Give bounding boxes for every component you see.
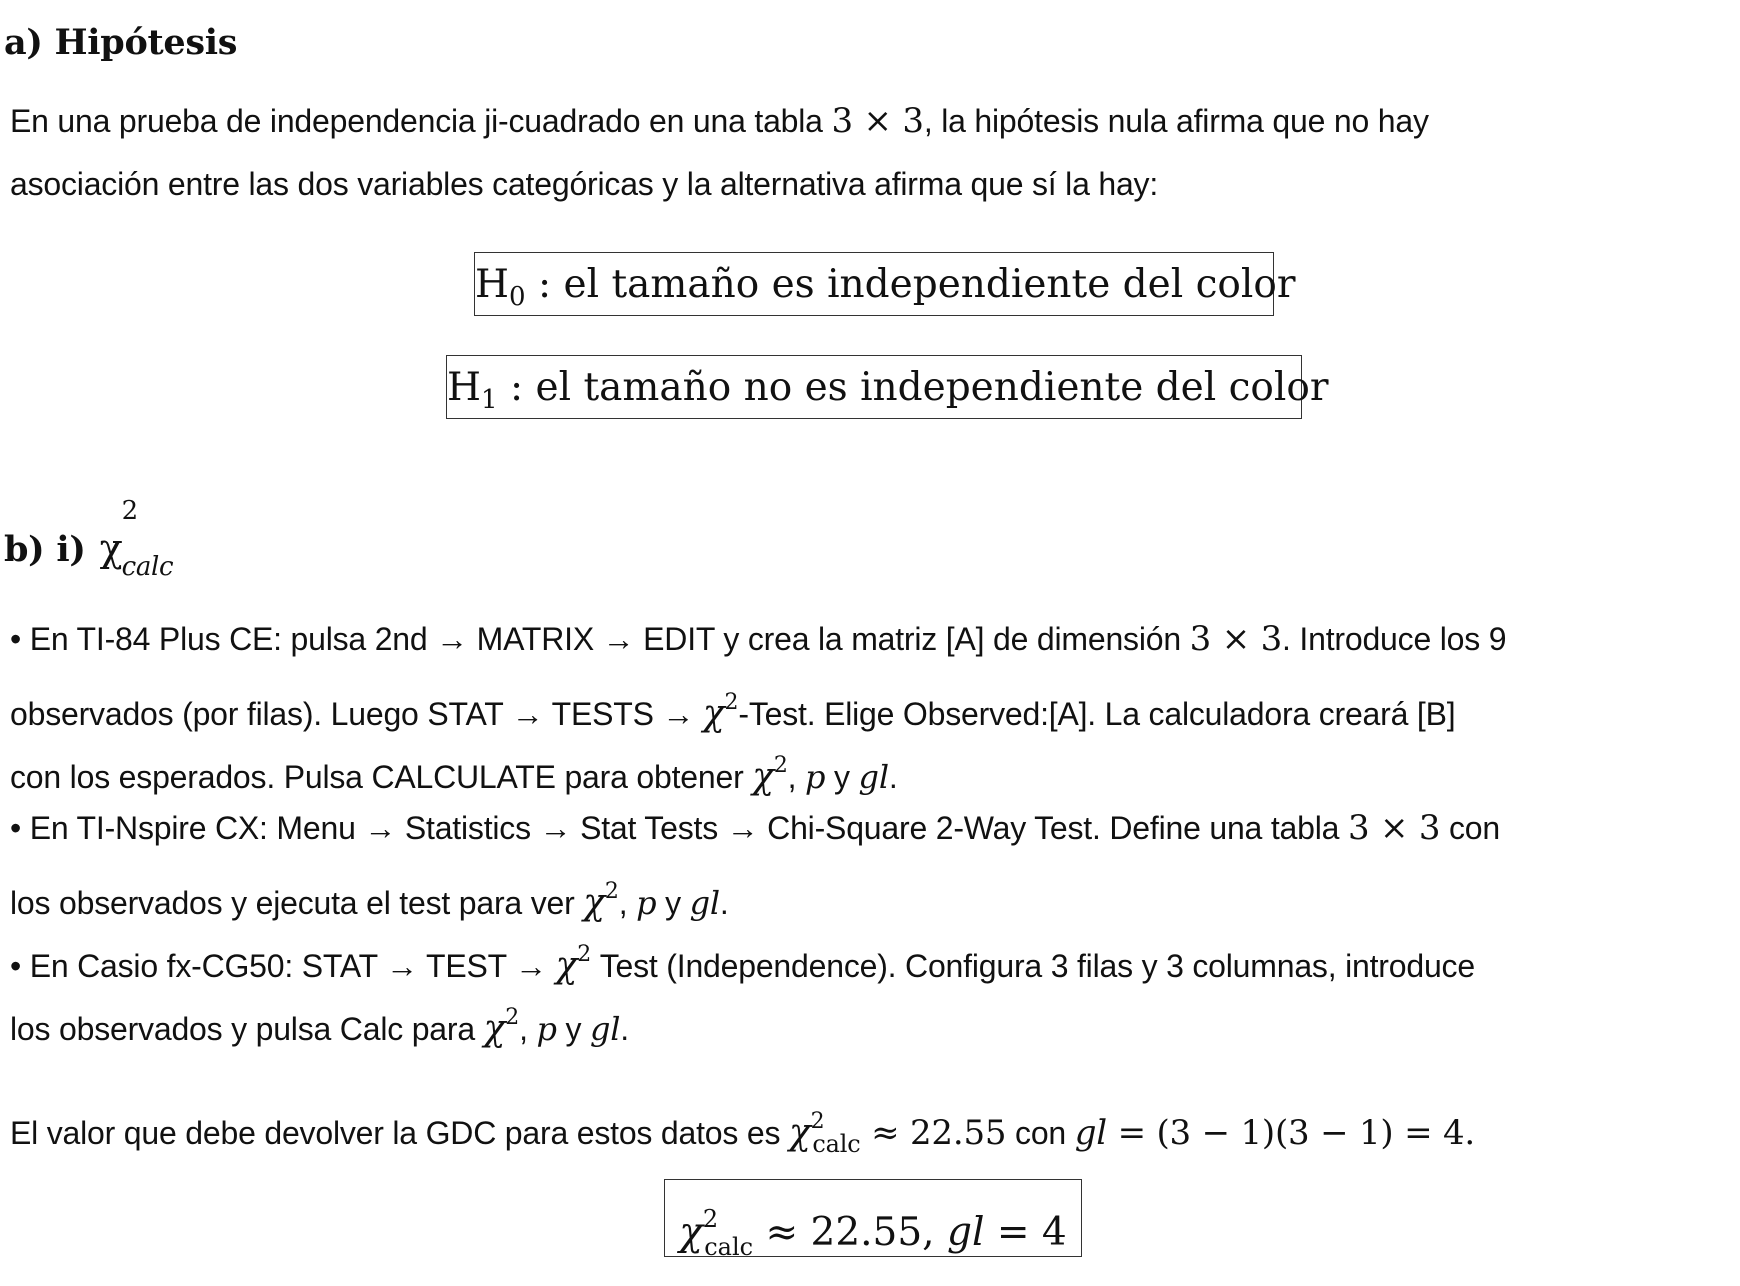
separator: , [618, 885, 637, 921]
chi-superscript: 2 [604, 879, 619, 904]
null-hypothesis-box [474, 252, 1296, 316]
h0-label: H [475, 262, 510, 307]
gdc-instructions [10, 608, 1730, 1049]
p-value-symbol: p [536, 1010, 557, 1048]
period: . [888, 759, 898, 795]
chi-symbol: χ [702, 693, 725, 734]
ti84-line-1 [10, 608, 1730, 671]
ti84-line-2 [10, 671, 1730, 734]
degrees-of-freedom-symbol: gl [946, 1210, 985, 1255]
h1-text: : el tamaño no es independiente del color [497, 365, 1329, 410]
chi-symbol: χ [99, 526, 123, 570]
casio-line-2 [10, 986, 1730, 1049]
table-dimension: 3 × 3 [831, 101, 924, 141]
conjunction: y [556, 1011, 590, 1047]
degrees-of-freedom-symbol: gl [589, 1010, 621, 1048]
section-b-prefix: b) i) [4, 529, 86, 570]
p-value-symbol: p [636, 884, 657, 922]
ti84-text: observados (por filas). Luego STAT → TESTS → [10, 696, 703, 732]
chi-superscript: 2 [702, 1205, 719, 1233]
casio-line-1 [10, 923, 1730, 986]
chi-superscript: 2 [810, 1109, 825, 1134]
section-a-heading: a) Hipótesis [4, 22, 238, 63]
separator: , [787, 759, 806, 795]
p-value-symbol: p [805, 758, 826, 796]
nspire-line-2 [10, 860, 1730, 923]
conjunction: y [825, 759, 859, 795]
h1-label: H [447, 365, 482, 410]
ti84-text: -Test. Elige Observed:[A]. La calculadora creará [B] [738, 696, 1456, 732]
nspire-text: con [1440, 810, 1500, 846]
conjunction: y [656, 885, 690, 921]
chi-superscript: 2 [724, 690, 739, 715]
chi-superscript: 2 [505, 1005, 520, 1030]
ti84-text: . Introduce los 9 [1282, 621, 1507, 657]
chi-symbol: χ [752, 756, 774, 797]
h0-subscript: 0 [509, 282, 526, 312]
casio-text: los observados y pulsa Calc para [10, 1011, 484, 1047]
final-answer-box [664, 1179, 1082, 1261]
chi-superscript: 2 [773, 753, 788, 778]
chi-symbol: χ [679, 1210, 703, 1255]
chi-value: ≈ 22.55 [860, 1113, 1007, 1153]
casio-text: • En Casio fx-CG50: STAT → TEST → [10, 948, 556, 984]
ti84-line-3 [10, 734, 1730, 797]
intro-text: En una prueba de independencia ji-cuadrado en una tabla [10, 103, 832, 139]
chi-superscript: 2 [577, 942, 592, 967]
nspire-text: • En TI-Nspire CX: Menu → Statistics → Stat Tests → Chi-Square 2-Way Test. Define una tabla [10, 810, 1348, 846]
intro-paragraph [10, 90, 1730, 216]
casio-text: Test (Independence). Configura 3 filas y 3 columnas, introduce [591, 948, 1475, 984]
h1-subscript: 1 [481, 385, 498, 415]
ti84-text: • En TI-84 Plus CE: pulsa 2nd → MATRIX → EDIT y crea la matriz [A] de dimensión [10, 621, 1190, 657]
chi-subscript: calc [121, 552, 174, 582]
final-chi-value: ≈ 22.55, [753, 1210, 947, 1255]
separator: , [519, 1011, 537, 1047]
gl-formula: = (3 − 1)(3 − 1) = 4. [1106, 1113, 1476, 1153]
chi-superscript: 2 [121, 496, 138, 526]
chi-symbol: χ [555, 945, 578, 986]
intro-text: , la hipótesis nula afirma que no hay [923, 103, 1429, 139]
section-b-heading [4, 496, 174, 582]
chi-symbol: χ [583, 882, 605, 923]
degrees-of-freedom-symbol: gl [858, 758, 889, 796]
period: . [719, 885, 729, 921]
alternative-hypothesis-box [446, 355, 1329, 419]
ti84-text: con los esperados. Pulsa CALCULATE para obtener [10, 759, 753, 795]
matrix-dimension: 3 × 3 [1189, 619, 1283, 659]
final-gl-value: = 4 [984, 1210, 1067, 1255]
chi-subscript: calc [704, 1233, 754, 1261]
degrees-of-freedom-symbol: gl [1074, 1113, 1107, 1153]
intro-text: asociación entre las dos variables categóricas y la alternativa afirma que sí la hay: [10, 166, 1159, 202]
chi-subscript: calc [812, 1130, 861, 1158]
degrees-of-freedom-symbol: gl [689, 884, 720, 922]
period: . [620, 1011, 629, 1047]
nspire-line-1 [10, 797, 1730, 860]
conclusion-paragraph [10, 1090, 1730, 1158]
h0-text: : el tamaño es independiente del color [525, 262, 1296, 307]
chi-calc-symbol [99, 496, 174, 582]
nspire-text: los observados y ejecuta el test para ver [10, 885, 584, 921]
table-dimension: 3 × 3 [1347, 808, 1441, 848]
chi-symbol: χ [483, 1008, 506, 1049]
conclusion-text: con [1006, 1115, 1075, 1151]
conclusion-text: El valor que debe devolver la GDC para estos datos es [10, 1115, 789, 1151]
chi-symbol: χ [788, 1112, 811, 1153]
